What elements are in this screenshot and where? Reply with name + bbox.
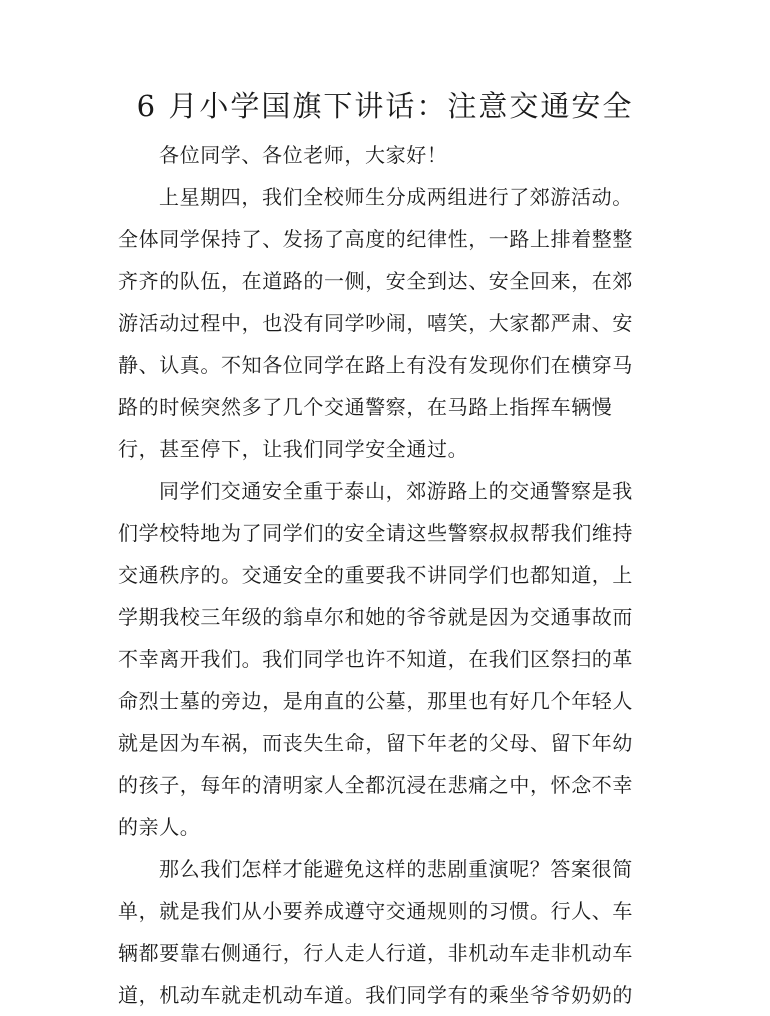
text-line: 静、认真。不知各位同学在路上有没有发现你们在横穿马 <box>118 353 633 377</box>
text-line: 们学校特地为了同学们的安全请这些警察叔叔帮我们维持 <box>118 521 633 545</box>
text-line: 各位同学、各位老师，大家好！ <box>159 143 448 167</box>
text-line: 游活动过程中，也没有同学吵闹，嘻笑，大家都严肃、安 <box>118 311 633 335</box>
text-line: 齐齐的队伍，在道路的一侧，安全到达、安全回来，在郊 <box>118 269 633 293</box>
text-line: 同学们交通安全重于泰山，郊游路上的交通警察是我 <box>159 479 633 503</box>
text-line: 行，甚至停下，让我们同学安全通过。 <box>118 437 469 461</box>
document-title: 6 月小学国旗下讲话：注意交通安全 <box>136 89 634 123</box>
text-line: 辆都要靠右侧通行，行人走人行道，非机动车走非机动车 <box>118 941 633 965</box>
text-line: 就是因为车祸，而丧失生命，留下年老的父母、留下年幼 <box>118 731 633 755</box>
text-line: 单，就是我们从小要养成遵守交通规则的习惯。行人、车 <box>118 899 633 923</box>
text-line: 的孩子，每年的清明家人全都沉浸在悲痛之中，怀念不幸 <box>118 773 633 797</box>
document-body <box>118 134 646 1016</box>
text-line: 学期我校三年级的翁卓尔和她的爷爷就是因为交通事故而 <box>118 605 633 629</box>
text-line: 路的时候突然多了几个交通警察，在马路上指挥车辆慢 <box>118 395 613 419</box>
text-line: 那么我们怎样才能避免这样的悲剧重演呢？答案很简 <box>159 857 633 881</box>
text-line: 交通秩序的。交通安全的重要我不讲同学们也都知道，上 <box>118 563 633 587</box>
text-line: 上星期四，我们全校师生分成两组进行了郊游活动。 <box>159 185 633 209</box>
text-line: 的亲人。 <box>118 815 201 839</box>
text-line: 命烈士墓的旁边，是甪直的公墓，那里也有好几个年轻人 <box>118 689 633 713</box>
text-line: 道，机动车就走机动车道。我们同学有的乘坐爷爷奶奶的 <box>118 983 633 1007</box>
text-line: 全体同学保持了、发扬了高度的纪律性，一路上排着整整 <box>118 227 633 251</box>
text-line: 不幸离开我们。我们同学也许不知道，在我们区祭扫的革 <box>118 647 633 671</box>
